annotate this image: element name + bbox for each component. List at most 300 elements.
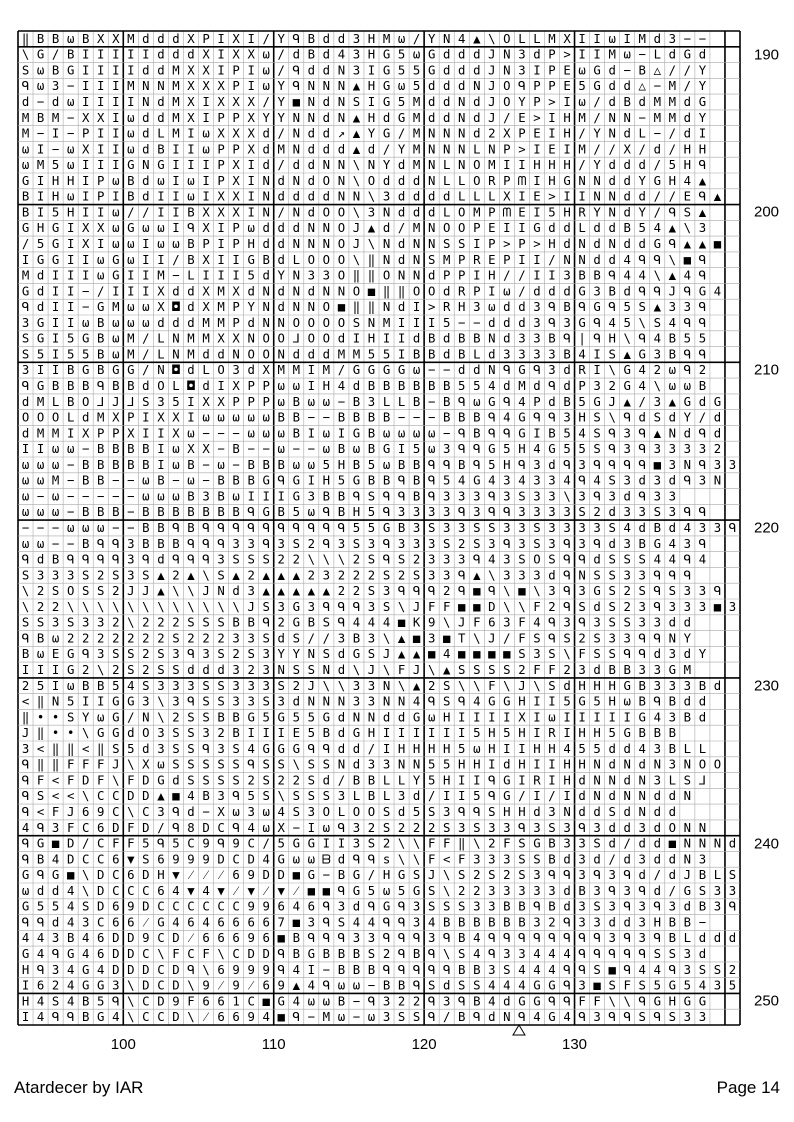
stitch-symbol: ω: [66, 31, 75, 46]
stitch-symbol: d: [593, 237, 601, 251]
stitch-symbol: X: [503, 189, 511, 204]
stitch-symbol: 5: [623, 300, 631, 315]
stitch-symbol: ω: [322, 426, 331, 441]
stitch-symbol: 5: [623, 315, 631, 330]
stitch-symbol: d: [307, 142, 316, 157]
stitch-symbol: 3: [232, 363, 240, 378]
stitch-symbol: 3: [367, 757, 376, 772]
stitch-symbol: H: [698, 142, 707, 157]
stitch-symbol: 3: [157, 805, 165, 819]
stitch-symbol: D: [66, 836, 75, 851]
stitch-symbol: −: [698, 915, 707, 930]
stitch-symbol: 2: [142, 663, 150, 677]
stitch-symbol: ω: [21, 536, 30, 551]
stitch-symbol: ■: [473, 599, 481, 614]
stitch-symbol: ᑫ: [563, 457, 571, 472]
stitch-symbol: B: [683, 710, 692, 725]
stitch-symbol: S: [232, 741, 240, 756]
stitch-symbol: ω: [66, 189, 75, 204]
stitch-symbol: ▼: [187, 883, 195, 898]
stitch-symbol: B: [473, 915, 481, 930]
stitch-symbol: 4: [292, 994, 300, 1009]
stitch-symbol: 5: [142, 836, 150, 851]
stitch-symbol: P: [458, 268, 466, 283]
stitch-symbol: I: [247, 63, 255, 78]
stitch-symbol: d: [412, 331, 421, 346]
stitch-symbol: 3: [683, 536, 692, 551]
stitch-symbol: X: [81, 110, 90, 125]
stitch-symbol: X: [187, 79, 195, 94]
stitch-symbol: ▲: [412, 678, 421, 693]
stitch-symbol: N: [563, 805, 571, 819]
stitch-symbol: d: [157, 63, 165, 78]
stitch-symbol: I: [187, 142, 195, 157]
stitch-symbol: L: [533, 31, 541, 46]
stitch-symbol: N: [322, 158, 331, 173]
stitch-symbol: O: [337, 237, 346, 251]
stitch-symbol: D: [172, 931, 180, 946]
stitch-symbol: /: [698, 410, 707, 425]
stitch-symbol: ᑫ: [638, 284, 647, 299]
stitch-symbol: I: [397, 331, 406, 346]
stitch-symbol: H: [563, 110, 571, 125]
stitch-symbol: 3: [563, 505, 571, 520]
stitch-symbol: X: [232, 379, 240, 393]
stitch-symbol: <: [51, 789, 60, 804]
stitch-symbol: d: [187, 47, 195, 62]
stitch-symbol: G: [382, 442, 391, 457]
stitch-symbol: \: [157, 947, 165, 961]
stitch-symbol: d: [698, 394, 707, 409]
stitch-symbol: ω: [36, 536, 45, 551]
stitch-symbol: G: [578, 284, 586, 299]
stitch-symbol: ᑫ: [397, 899, 406, 914]
stitch-symbol: ◘: [172, 363, 180, 378]
stitch-symbol: ᑫ: [232, 820, 240, 835]
stitch-symbol: ω: [412, 47, 421, 62]
stitch-symbol: G: [112, 694, 120, 709]
stitch-symbol: G: [578, 315, 586, 330]
stitch-symbol: J: [427, 868, 436, 883]
stitch-symbol: 9: [97, 805, 105, 819]
stitch-symbol: 2: [142, 631, 150, 646]
stitch-symbol: 5: [503, 726, 511, 741]
stitch-symbol: 5: [66, 331, 75, 346]
stitch-symbol: B: [97, 457, 105, 472]
stitch-symbol: I: [66, 221, 75, 236]
stitch-symbol: C: [142, 883, 150, 898]
stitch-symbol: 5: [337, 473, 346, 488]
stitch-symbol: 4: [36, 994, 45, 1009]
stitch-symbol: d: [623, 915, 631, 930]
stitch-symbol: P: [81, 126, 90, 141]
stitch-symbol: d: [653, 820, 661, 835]
stitch-symbol: ᑫ: [608, 442, 617, 457]
stitch-symbol: N: [277, 663, 285, 677]
stitch-symbol: G: [593, 63, 601, 78]
stitch-symbol: M: [488, 158, 496, 173]
stitch-symbol: ■: [292, 915, 300, 930]
stitch-symbol: 4: [473, 931, 481, 946]
stitch-symbol: J: [202, 584, 210, 599]
stitch-symbol: d: [277, 173, 285, 188]
stitch-symbol: ω: [172, 442, 180, 457]
stitch-symbol: P: [503, 142, 511, 157]
stitch-symbol: S: [232, 757, 240, 772]
stitch-symbol: 3: [728, 599, 737, 614]
stitch-symbol: ω: [412, 426, 421, 441]
stitch-symbol: ω: [427, 710, 436, 725]
stitch-symbol: /: [337, 773, 346, 788]
stitch-symbol: /: [51, 47, 60, 62]
stitch-symbol: N: [458, 142, 466, 157]
stitch-symbol: I: [97, 205, 105, 220]
stitch-symbol: 5: [668, 158, 677, 173]
stitch-symbol: 3: [698, 521, 707, 535]
stitch-symbol: 4: [518, 394, 526, 409]
stitch-symbol: N: [458, 110, 466, 125]
stitch-symbol: 2: [337, 568, 346, 583]
stitch-symbol: 6: [127, 915, 135, 930]
stitch-symbol: D: [157, 994, 165, 1009]
stitch-symbol: 2: [713, 442, 722, 457]
stitch-symbol: P: [503, 173, 511, 188]
stitch-symbol: I: [397, 442, 406, 457]
stitch-symbol: d: [668, 521, 677, 535]
stitch-symbol: 3: [367, 536, 376, 551]
stitch-symbol: B: [247, 473, 255, 488]
stitch-symbol: N: [638, 805, 646, 819]
stitch-symbol: C: [157, 978, 165, 993]
stitch-symbol: N: [488, 142, 496, 157]
stitch-symbol: J: [683, 868, 692, 883]
stitch-symbol: 3: [533, 820, 541, 835]
stitch-symbol: ω: [112, 221, 120, 236]
stitch-symbol: 3: [593, 820, 601, 835]
stitch-symbol: ᑫ: [638, 947, 647, 961]
stitch-symbol: 4: [51, 852, 60, 867]
stitch-symbol: ᑫ: [593, 489, 601, 504]
stitch-symbol: 3: [202, 726, 210, 741]
stitch-symbol: B: [458, 962, 466, 977]
stitch-symbol: ▲: [157, 568, 165, 583]
stitch-symbol: ᑫ: [487, 426, 496, 441]
stitch-symbol: G: [36, 836, 45, 851]
stitch-symbol: S: [623, 615, 631, 630]
stitch-symbol: O: [322, 805, 331, 819]
stitch-symbol: d: [307, 189, 316, 204]
stitch-symbol: G: [352, 473, 361, 488]
stitch-symbol: d: [683, 110, 692, 125]
stitch-symbol: F: [623, 978, 631, 993]
stitch-symbol: G: [307, 868, 316, 883]
stitch-symbol: I: [97, 158, 105, 173]
stitch-symbol: •: [51, 710, 60, 725]
stitch-symbol: 3: [458, 552, 466, 567]
stitch-symbol: S: [142, 678, 150, 693]
stitch-symbol: N: [307, 300, 316, 315]
stitch-symbol: G: [668, 978, 677, 993]
stitch-symbol: ᑫ: [487, 505, 496, 520]
stitch-symbol: d: [202, 347, 210, 362]
stitch-symbol: X: [217, 95, 225, 109]
stitch-symbol: X: [232, 126, 240, 141]
stitch-symbol: P: [533, 95, 541, 109]
stitch-symbol: d: [623, 205, 631, 220]
stitch-symbol: d: [277, 221, 285, 236]
stitch-symbol: B: [367, 410, 376, 425]
stitch-symbol: 5: [367, 521, 376, 535]
stitch-symbol: 7: [277, 915, 285, 930]
stitch-symbol: ▲: [307, 584, 316, 599]
stitch-symbol: N: [382, 237, 391, 251]
stitch-symbol: P: [97, 426, 105, 441]
stitch-symbol: L: [157, 331, 165, 346]
stitch-symbol: 4: [623, 521, 631, 535]
stitch-symbol: B: [172, 536, 180, 551]
stitch-symbol: /: [427, 789, 436, 804]
stitch-symbol: \: [442, 615, 451, 630]
stitch-symbol: H: [563, 158, 571, 173]
stitch-symbol: ‖: [367, 268, 376, 283]
stitch-symbol: X: [187, 110, 195, 125]
stitch-symbol: M: [382, 31, 391, 46]
stitch-symbol: 1: [232, 994, 240, 1009]
stitch-symbol: I: [112, 63, 120, 78]
stitch-symbol: 3: [352, 678, 361, 693]
stitch-symbol: H: [518, 442, 526, 457]
stitch-symbol: I: [322, 836, 331, 851]
stitch-symbol: ω: [202, 410, 210, 425]
stitch-symbol: 6: [232, 915, 240, 930]
stitch-symbol: R: [578, 205, 586, 220]
stitch-symbol: \: [533, 584, 541, 599]
stitch-symbol: 4: [653, 552, 661, 567]
stitch-symbol: X: [518, 710, 526, 725]
stitch-symbol: B: [367, 473, 376, 488]
stitch-symbol: /: [608, 142, 616, 157]
stitch-symbol: L: [473, 347, 481, 362]
stitch-symbol: 3: [97, 647, 105, 662]
stitch-symbol: M: [292, 363, 300, 378]
stitch-symbol: ω: [142, 473, 150, 488]
stitch-symbol: 3: [563, 820, 571, 835]
stitch-symbol: S: [548, 678, 556, 693]
stitch-symbol: L: [458, 173, 466, 188]
stitch-symbol: I: [97, 63, 105, 78]
stitch-symbol: I: [518, 741, 526, 756]
stitch-symbol: L: [187, 268, 195, 283]
stitch-symbol: 3: [638, 852, 646, 867]
stitch-symbol: I: [66, 315, 75, 330]
stitch-symbol: M: [202, 315, 210, 330]
stitch-symbol: I: [51, 284, 60, 299]
stitch-symbol: ᑫ: [683, 363, 692, 378]
stitch-symbol: X: [112, 410, 120, 425]
stitch-symbol: 2: [217, 631, 225, 646]
stitch-symbol: 3: [307, 489, 316, 504]
stitch-symbol: 4: [81, 947, 90, 961]
stitch-symbol: X: [202, 63, 210, 78]
stitch-symbol: 3: [653, 347, 661, 362]
stitch-symbol: −: [112, 521, 120, 535]
stitch-symbol: S: [187, 726, 195, 741]
stitch-symbol: I: [112, 47, 120, 62]
stitch-symbol: C: [187, 836, 195, 851]
stitch-symbol: ᑫ: [698, 268, 707, 283]
stitch-symbol: d: [668, 868, 677, 883]
stitch-symbol: ᑫ: [713, 584, 722, 599]
stitch-symbol: 3: [262, 647, 270, 662]
stitch-symbol: d: [127, 726, 135, 741]
stitch-symbol: S: [593, 836, 601, 851]
stitch-symbol: ᑫ: [608, 883, 617, 898]
stitch-symbol: L: [442, 173, 451, 188]
stitch-symbol: S: [503, 962, 511, 977]
stitch-symbol: ᑫ: [427, 457, 436, 472]
stitch-symbol: I: [367, 63, 376, 78]
stitch-symbol: ᑫ: [457, 694, 466, 709]
stitch-symbol: H: [157, 868, 165, 883]
stitch-symbol: 3: [683, 599, 692, 614]
stitch-symbol: d: [728, 836, 737, 851]
stitch-symbol: ᑫ: [502, 426, 511, 441]
stitch-symbol: 3: [578, 915, 586, 930]
stitch-symbol: \: [127, 1010, 135, 1025]
stitch-symbol: O: [367, 173, 376, 188]
stitch-symbol: P: [488, 205, 496, 220]
stitch-symbol: S: [668, 947, 677, 961]
stitch-symbol: I: [51, 315, 60, 330]
stitch-symbol: G: [382, 363, 391, 378]
stitch-symbol: 2: [563, 663, 571, 677]
stitch-symbol: 3: [638, 615, 646, 630]
stitch-symbol: H: [51, 173, 60, 188]
stitch-symbol: 3: [352, 820, 361, 835]
stitch-symbol: I: [458, 726, 466, 741]
stitch-symbol: ω: [202, 142, 210, 157]
stitch-symbol: 6: [81, 805, 90, 819]
stitch-symbol: D: [142, 773, 150, 788]
stitch-symbol: \: [382, 663, 391, 677]
stitch-symbol: \: [81, 868, 90, 883]
stitch-symbol: G: [51, 252, 60, 267]
stitch-symbol: 2: [97, 568, 105, 583]
stitch-symbol: d: [412, 789, 421, 804]
stitch-symbol: N: [262, 315, 270, 330]
stitch-symbol: P: [458, 252, 466, 267]
stitch-symbol: S: [21, 347, 30, 362]
stitch-symbol: I: [21, 663, 30, 677]
stitch-symbol: d: [142, 189, 150, 204]
stitch-symbol: I: [593, 31, 601, 46]
stitch-symbol: 4: [518, 473, 526, 488]
stitch-symbol: ᑫ: [518, 931, 526, 946]
stitch-symbol: ω: [36, 473, 45, 488]
stitch-symbol: ᑫ: [382, 931, 391, 946]
stitch-symbol: \: [172, 584, 180, 599]
stitch-symbol: B: [232, 473, 240, 488]
stitch-symbol: \: [202, 962, 210, 977]
stitch-symbol: d: [247, 315, 255, 330]
stitch-symbol: 2: [397, 820, 406, 835]
stitch-symbol: B: [578, 268, 586, 283]
stitch-symbol: <: [51, 773, 60, 788]
stitch-symbol: ᑫ: [457, 568, 466, 583]
stitch-symbol: M: [668, 110, 677, 125]
stitch-symbol: 3: [367, 931, 376, 946]
stitch-symbol: I: [533, 63, 541, 78]
stitch-symbol: ᑫ: [111, 994, 120, 1009]
stitch-symbol: P: [202, 31, 210, 46]
stitch-symbol: ᑫ: [563, 552, 571, 567]
stitch-symbol: H: [412, 741, 421, 756]
stitch-symbol: G: [97, 978, 105, 993]
stitch-symbol: S: [683, 205, 692, 220]
stitch-symbol: 3: [548, 505, 556, 520]
stitch-symbol: ᑫ: [487, 789, 496, 804]
stitch-symbol: B: [81, 994, 90, 1009]
stitch-symbol: G: [397, 110, 406, 125]
stitch-symbol: ‖: [352, 268, 361, 283]
stitch-symbol: 3: [202, 647, 210, 662]
stitch-symbol: ■: [262, 994, 270, 1009]
stitch-symbol: ᑫ: [397, 584, 406, 599]
stitch-symbol: ▲: [352, 126, 361, 141]
stitch-symbol: ᑫ: [638, 457, 647, 472]
stitch-symbol: N: [412, 237, 421, 251]
stitch-symbol: N: [172, 331, 180, 346]
stitch-symbol: D: [247, 852, 255, 867]
stitch-symbol: O: [503, 31, 511, 46]
stitch-symbol: d: [337, 710, 346, 725]
stitch-symbol: d: [21, 426, 30, 441]
stitch-symbol: 4: [458, 473, 466, 488]
stitch-symbol: /: [397, 126, 406, 141]
stitch-symbol: G: [112, 252, 120, 267]
stitch-symbol: H: [21, 994, 30, 1009]
stitch-symbol: H: [367, 79, 376, 94]
stitch-symbol: ω: [397, 31, 406, 46]
stitch-symbol: X: [202, 79, 210, 94]
stitch-symbol: S: [127, 647, 135, 662]
stitch-symbol: −: [307, 1010, 316, 1025]
stitch-symbol: d: [548, 394, 556, 409]
stitch-symbol: I: [533, 205, 541, 220]
stitch-symbol: 4: [653, 710, 661, 725]
stitch-symbol: 2: [36, 584, 45, 599]
stitch-symbol: D: [142, 962, 150, 977]
stitch-symbol: I: [36, 363, 45, 378]
stitch-symbol: I: [157, 457, 165, 472]
stitch-symbol: F: [127, 820, 135, 835]
stitch-symbol: 4: [608, 315, 616, 330]
stitch-symbol: X: [217, 205, 225, 220]
stitch-symbol: P: [232, 237, 240, 251]
stitch-symbol: I: [533, 710, 541, 725]
stitch-symbol: ᑫ: [382, 915, 391, 930]
stitch-symbol: 3: [307, 805, 316, 819]
stitch-symbol: d: [397, 710, 406, 725]
stitch-symbol: G: [277, 710, 285, 725]
stitch-symbol: ᑫ: [36, 962, 45, 977]
stitch-symbol: ω: [322, 442, 331, 457]
stitch-symbol: ᑫ: [21, 379, 30, 393]
stitch-symbol: D: [112, 820, 120, 835]
stitch-symbol: B: [473, 994, 481, 1009]
stitch-symbol: O: [51, 410, 60, 425]
stitch-symbol: 5: [578, 79, 586, 94]
